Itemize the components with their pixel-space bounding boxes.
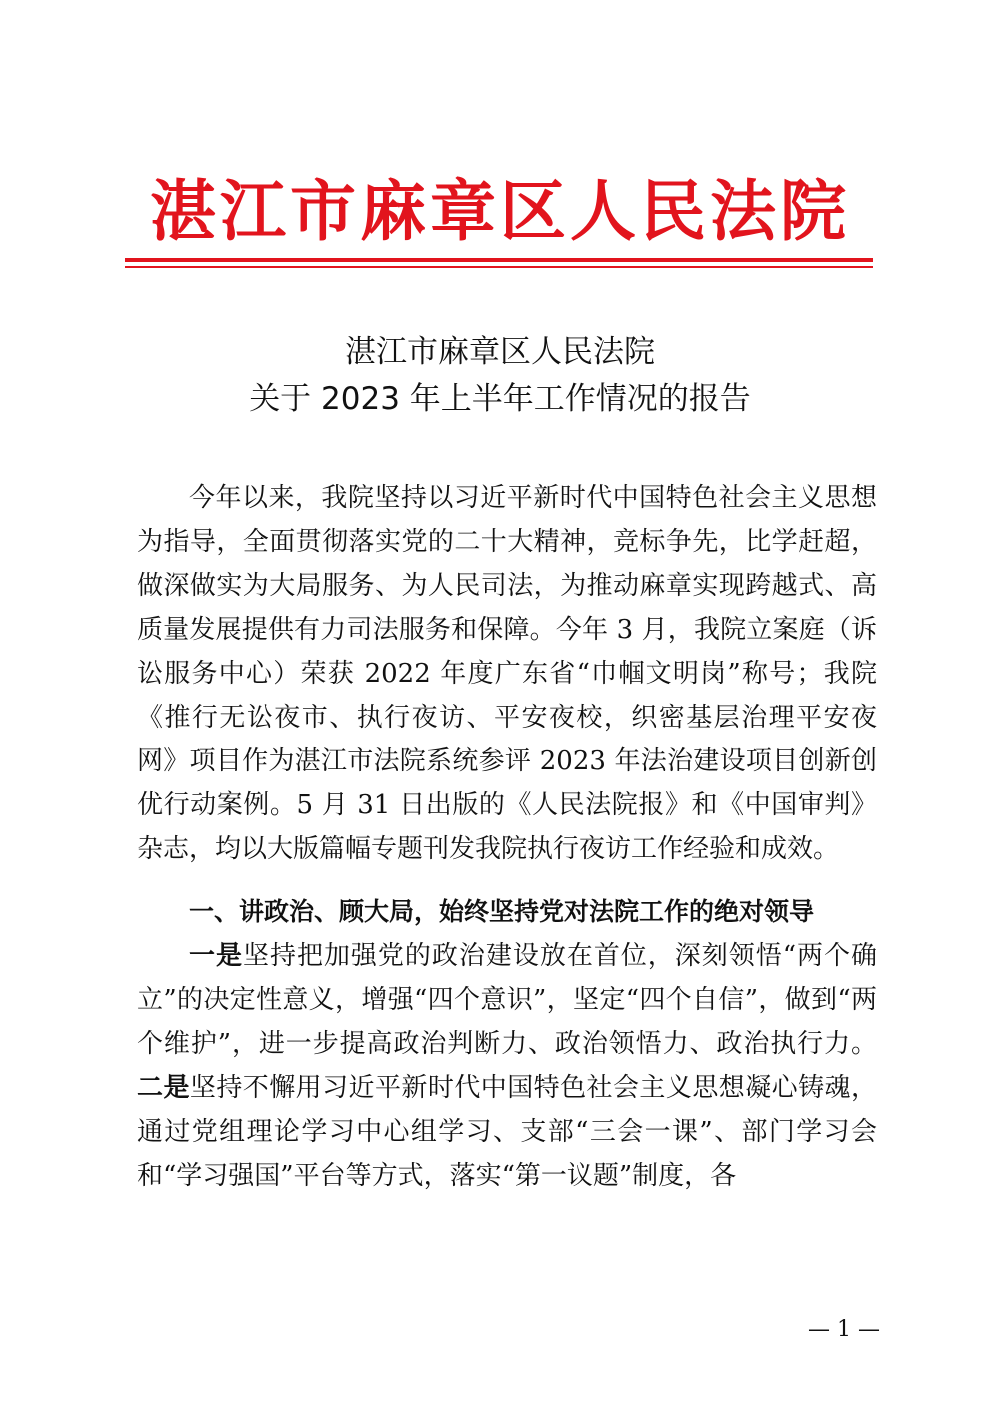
report-title-line1: 湛江市麻章区人民法院 — [345, 334, 655, 370]
point-two-text: 坚持不懈用习近平新时代中国特色社会主义思想凝心铸魂，通过党组理论学习中心组学习、支部“三会一课”、部门学习会和“学习强国”平台等方式，落实“第一议题”制度，各 — [137, 1072, 877, 1191]
report-title-line2: 关于 2023 年上半年工作情况的报告 — [249, 381, 751, 417]
masthead-court-name: 湛江市麻章区人民法院 — [150, 173, 850, 250]
section1-paragraph — [137, 935, 877, 1198]
section-heading-1: 一、讲政治、顾大局，始终坚持党对法院工作的绝对领导 — [189, 897, 815, 926]
point-one-lead: 一是 — [189, 941, 243, 971]
point-two-lead: 二是 — [137, 1072, 190, 1103]
masthead-red-rule-thin — [125, 266, 873, 268]
intro-paragraph: 今年以来，我院坚持以习近平新时代中国特色社会主义思想为指导，全面贯彻落实党的二十大精神，竞标争先，比学赶超，做深做实为大局服务、为人民司法，为推动麻章实现跨越式、高质量发展提供有力司法服务和保障。今年 3 月，我院立案庭（诉讼服务中心）荣获 2022 年度广东省“巾帼文明岗”称号；我院《推行无讼夜市、执行夜访、平安夜校，织密基层治理平安夜网》项目作为湛江市法院系统参评 2023 年法治建设项目创新创优行动案例。5 月 31 日出版的《人民法院报》和《中国审判》杂志，均以大版篇幅专题刊发我院执行夜访工作经验和成效。 — [137, 483, 877, 865]
page-number: — 1 — — [808, 1317, 880, 1342]
point-one-text: 坚持把加强党的政治建设放在首位，深刻领悟“两个确立”的决定性意义，增强“四个意识”，坚定“四个自信”，做到“两个维护”，进一步提高政治判断力、政治领悟力、政治执行力。 — [137, 941, 877, 1059]
masthead-red-rule-thick — [125, 258, 873, 262]
